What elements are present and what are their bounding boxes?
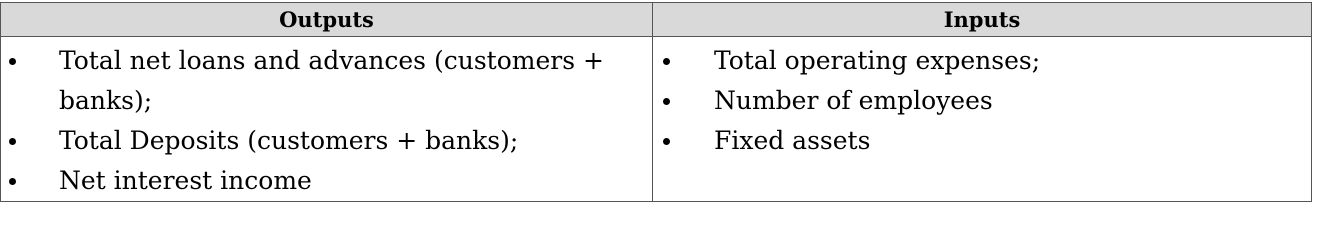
table-body-row — [1, 37, 1311, 201]
inputs-header: Inputs — [943, 7, 1021, 32]
list-item — [653, 121, 1311, 161]
bullet-icon — [663, 138, 670, 145]
table-header-row — [1, 3, 1311, 37]
inputs-list — [653, 41, 1311, 161]
outputs-header: Outputs — [1, 3, 653, 36]
bullet-icon — [663, 58, 670, 65]
bullet-icon — [663, 98, 670, 105]
outputs-inputs-table — [0, 2, 1312, 202]
list-item — [1, 161, 652, 201]
list-item — [653, 41, 1311, 81]
output-item-text: Total Deposits (customers + banks); — [59, 126, 519, 155]
bullet-icon — [9, 138, 16, 145]
outputs-cell — [1, 37, 653, 201]
output-item-text: Total net loans and advances (customers + banks); — [59, 46, 604, 115]
inputs-cell — [653, 37, 1311, 201]
output-item-text: Net interest income — [59, 166, 312, 195]
bullet-icon — [9, 178, 16, 185]
input-item-text: Number of employees — [714, 86, 993, 115]
input-item-text: Fixed assets — [714, 126, 871, 155]
list-item — [1, 121, 652, 161]
bullet-icon — [9, 58, 16, 65]
outputs-list — [1, 41, 652, 201]
list-item — [653, 81, 1311, 121]
list-item — [1, 41, 652, 121]
input-item-text: Total operating expenses; — [714, 46, 1041, 75]
